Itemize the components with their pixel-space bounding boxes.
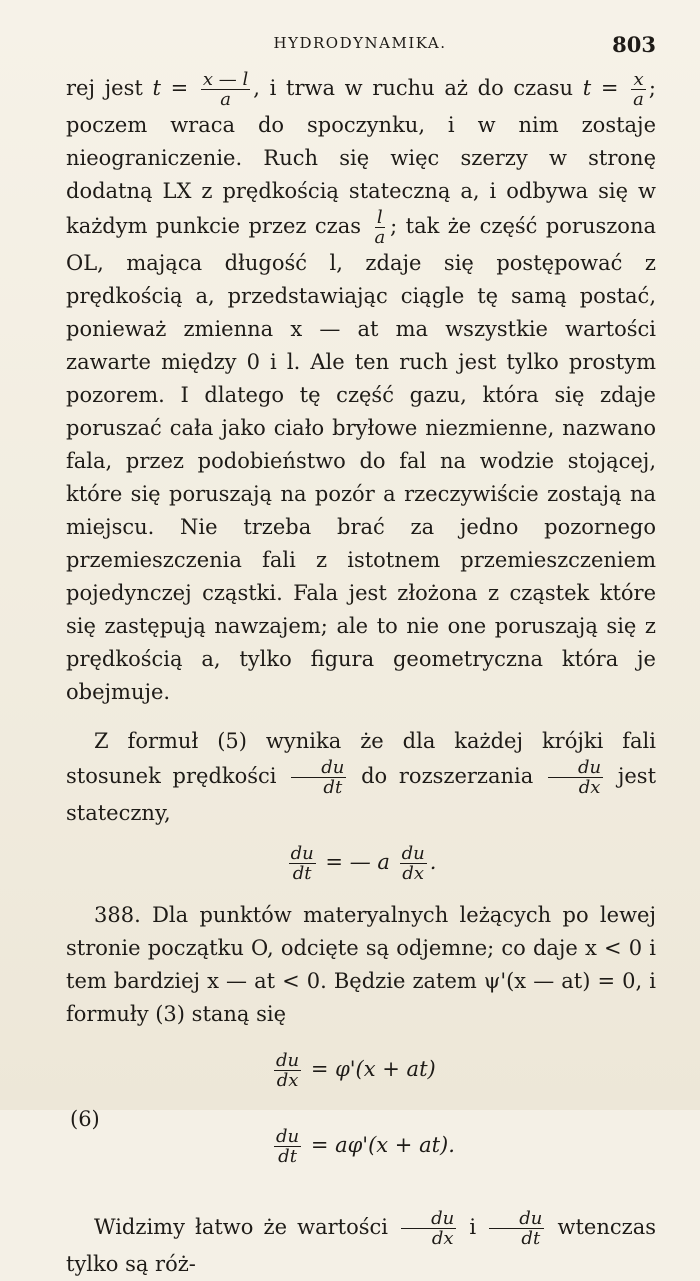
- display-equation: [66, 844, 656, 883]
- running-head: HYDRODYNAMIKA.: [273, 34, 447, 52]
- equation-line-1: [271, 1051, 436, 1090]
- equation-number: (6): [70, 1107, 100, 1131]
- fraction-numerator: du: [401, 1209, 456, 1229]
- math-expr: .: [429, 850, 437, 874]
- fraction-denominator: dx: [276, 1070, 299, 1091]
- fraction-numerator: du: [291, 758, 346, 778]
- text-span: ; tak że część poruszona OL, mająca długość l, zdaje się postępować z prędkością a, przedstawiając ciągle tę samą postać, ponieważ zmienna x — at ma wszystkie wartości zawarte między 0 i l. Ale ten ruch jest tylko prostym pozorem. I dlatego tę część gazu, która się zdaje poruszać cała jako ciało bryłowe niezmienne, nazwano fala, przez podobieństwo do fal na wodzie stojącej, które się poruszają na pozór a rzeczywiście zostają na miejscu. Nie trzeba brać za jedno pozornego przemieszczenia fali z istotnem przemieszczeniem pojedynczej cząstki. Fala jest złożona z cząstek które się zastępują nawzajem; ale to nie one poruszają się z prędkością a, tylko figura geometryczna która je obejmuje.: [66, 214, 656, 704]
- fraction: [489, 1209, 544, 1248]
- text-span: i: [469, 1215, 477, 1239]
- fraction-numerator: l: [376, 207, 383, 228]
- paragraph-3: 388. Dla punktów materyalnych leżących po lewej stronie początku O, odcięte są odjemne; co daje x < 0 i tem bardziej x — at < 0. Będzie zatem ψ'(x — at) = 0, i formuły (3) staną się: [66, 903, 656, 1026]
- math-expr: = — a: [325, 850, 390, 874]
- paragraph-1: [66, 70, 656, 709]
- fraction: [274, 1127, 301, 1166]
- fraction: [289, 844, 316, 883]
- text-span: wtenczas tylko są róż-: [66, 1215, 656, 1276]
- fraction: [400, 844, 427, 883]
- math-expr: = φ'(x + at): [310, 1057, 436, 1081]
- paragraph-2: [66, 725, 656, 830]
- math-expr: t =: [152, 76, 189, 100]
- fraction-denominator: dt: [278, 1146, 297, 1167]
- fraction-numerator: x — l: [202, 69, 249, 90]
- fraction-numerator: du: [290, 843, 314, 864]
- fraction-denominator: a: [374, 227, 386, 248]
- page-content: [66, 70, 656, 1281]
- text-span: do rozszerzania: [361, 764, 534, 788]
- fraction-denominator: dx: [402, 863, 424, 884]
- text-span: jest stateczny,: [66, 764, 657, 825]
- fraction-numerator: du: [548, 758, 603, 778]
- text-span: Z formuł (5) wynika że dla każdej krójki fali stosunek prędkości: [66, 729, 656, 788]
- fraction-denominator: dx: [578, 777, 601, 798]
- fraction-denominator: dt: [521, 1228, 541, 1249]
- fraction-denominator: dt: [292, 863, 312, 884]
- fraction: [274, 1051, 301, 1090]
- math-expr: = aφ'(x + at).: [310, 1133, 455, 1157]
- fraction: [291, 758, 346, 797]
- fraction: [372, 208, 387, 247]
- page-header: [70, 32, 656, 62]
- text-span: rej jest: [66, 76, 143, 100]
- page-number: 803: [612, 32, 656, 57]
- text-span: , i trwa w ruchu aż do czasu: [253, 76, 574, 100]
- fraction: [548, 758, 603, 797]
- fraction-denominator: dx: [431, 1228, 454, 1249]
- paragraph-4: [66, 1209, 656, 1281]
- fraction-numerator: x: [633, 69, 644, 90]
- text-span: ; poczem wraca do spoczynku, i w nim zostaje nieograniczenie. Ruch się więc szerzy w stronę dodatną LX z prędkością stateczną a, i odbywa się w każdym punkcie przez czas: [66, 76, 656, 238]
- fraction-numerator: du: [276, 1050, 300, 1071]
- fraction-denominator: a: [220, 89, 231, 110]
- math-expr: t =: [582, 76, 619, 100]
- fraction-denominator: dt: [323, 777, 343, 798]
- fraction: [631, 70, 646, 109]
- fraction-numerator: du: [489, 1209, 544, 1229]
- text-span: Widzimy łatwo że wartości: [94, 1215, 389, 1239]
- fraction-numerator: du: [276, 1126, 300, 1147]
- fraction-numerator: du: [401, 843, 425, 864]
- equation-line-2: [271, 1127, 455, 1166]
- fraction: [201, 70, 250, 109]
- fraction: [401, 1209, 456, 1248]
- equation-block-6: [66, 1045, 656, 1193]
- fraction-denominator: a: [633, 89, 644, 110]
